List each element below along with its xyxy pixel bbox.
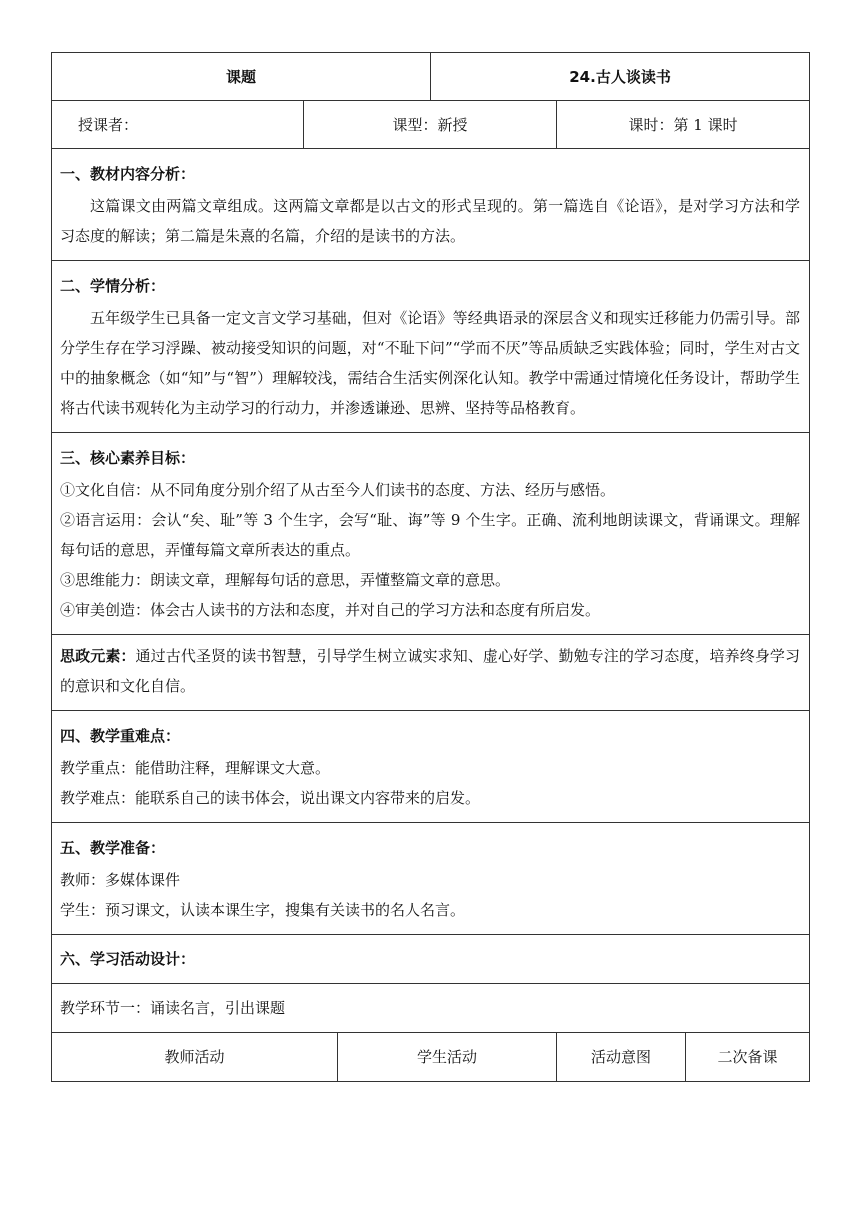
section-1-text: 这篇课文由两篇文章组成。这两篇文章都是以古文的形式呈现的。第一篇选自《论语》，是对学习方法和学习态度的解读；第二篇是朱熹的名篇，介绍的是读书的方法。 [60,197,801,245]
activity-header-row [52,1033,810,1082]
section-2-title: 二、学情分析： [60,277,166,295]
lesson-plan-table [51,52,810,1082]
section-1-title: 一、教材内容分析： [60,165,196,183]
section-4-row [52,711,810,823]
lesson-plan-document [51,52,809,1082]
section-5-row [52,823,810,935]
goal-item: ③思维能力：朗读文章，理解每句话的意思，弄懂整篇文章的意思。 [60,571,511,589]
section-3-row [52,433,810,635]
activity-intent-header: 活动意图 [557,1033,686,1082]
ideology-section [52,635,810,711]
preparation-item: 教师：多媒体课件 [60,871,181,889]
preparation-item: 学生：预习课文，认读本课生字，搜集有关读书的名人名言。 [60,901,466,919]
lesson-type-cell: 课型：新授 [304,101,557,149]
ideology-title: 思政元素： [60,647,136,665]
section-4-title: 四、教学重难点： [60,727,181,745]
topic-row [52,53,810,101]
section-2 [52,261,810,433]
step-1-row [52,984,810,1033]
section-5-title: 五、教学准备： [60,839,166,857]
section-1 [52,149,810,261]
section-6-title: 六、学习活动设计： [52,935,810,984]
meta-row [52,101,810,149]
goal-item: ④审美创造：体会古人读书的方法和态度，并对自己的学习方法和态度有所启发。 [60,601,601,619]
section-1-row [52,149,810,261]
section-4 [52,711,810,823]
topic-value: 24.古人谈读书 [431,53,810,101]
step-1-text: 教学环节一：诵读名言，引出课题 [52,984,810,1033]
teacher-cell: 授课者： [52,101,304,149]
section-3-title: 三、核心素养目标： [60,449,196,467]
section-5 [52,823,810,935]
ideology-paragraph [60,641,800,701]
topic-label: 课题 [52,53,431,101]
section-2-text: 五年级学生已具备一定文言文学习基础，但对《论语》等经典语录的深层含义和现实迁移能力仍需引导。部分学生存在学习浮躁、被动接受知识的问题，对“不耻下问”“学而不厌”等品质缺乏实践体验；同时，学生对古文中的抽象概念（如“知”与“智”）理解较浅，需结合生活实例深化认知。教学中需通过情境化任务设计，帮助学生将古代读书观转化为主动学习的行动力，并渗透谦逊、思辨、坚持等品格教育。 [60,309,801,417]
section-6-row [52,935,810,984]
key-point-item: 教学重点：能借助注释，理解课文大意。 [60,759,331,777]
student-activity-header: 学生活动 [338,1033,557,1082]
goal-item: ①文化自信：从不同角度分别介绍了从古至今人们读书的态度、方法、经历与感悟。 [60,481,616,499]
lesson-time-cell: 课时：第 1 课时 [557,101,810,149]
second-prep-header: 二次备课 [686,1033,810,1082]
teacher-activity-header: 教师活动 [52,1033,338,1082]
section-2-row [52,261,810,433]
ideology-row [52,635,810,711]
goal-item: ②语言运用：会认“矣、耻”等 3 个生字，会写“耻、诲”等 9 个生字。正确、流利地朗读课文，背诵课文。理解每句话的意思，弄懂每篇文章所表达的重点。 [60,511,801,559]
section-3 [52,433,810,635]
ideology-text: 通过古代圣贤的读书智慧，引导学生树立诚实求知、虚心好学、勤勉专注的学习态度，培养终身学习的意识和文化自信。 [60,647,801,695]
key-point-item: 教学难点：能联系自己的读书体会，说出课文内容带来的启发。 [60,789,481,807]
